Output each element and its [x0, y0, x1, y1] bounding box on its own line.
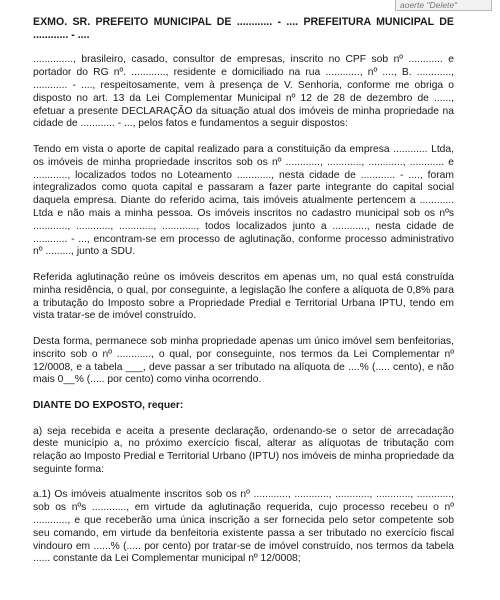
request-a1: a.1) Os imóveis atualmente inscritos sob os nº ............, ............, ............, ............, ............, sob os nºs ............, em virtude da aglutinação requerida, cujo processo recebeu o nº ............, e que receberão uma única inscrição a ser fornecida pelo setor competente sob seu comando, em virtude da benfeitoria existente passa a ser tributado no exercício fiscal vindouro em ......% (..... por cento) por tratar-se de imóvel construído, nos termos da tabela ...... constante da Lei Complementar municipal nº 12/0008;: [33, 489, 454, 565]
paragraph-capital: Tendo em vista o aporte de capital realizado para a constituição da empresa ............ Ltda, os imóveis de minha propriedade inscritos sob os nº ............, ............, ............, ............ e ............, localizados todos no Loteamento ............, nesta cidade de ............ - ...., foram integralizados como quota capital e passaram a fazer parte integrante do capital social daquela empresa. Diante do referido acima, tais imóveis atualmente pertencem a ............ Ltda e não mais a minha pessoa. Os imóveis inscritos no cadastro municipal sob os nºs ............, ............, ............, ............, todos localizados junto a ............, nesta cidade de ............ - ..., encontram-se em processo de aglutinação, conforme processo administrativo nº ........., junto a SDU.: [33, 143, 454, 258]
paragraph-aglutinacao: Referida aglutinação reúne os imóveis descritos em apenas um, no qual está construída minha residência, o qual, por conseguinte, a legislação lhe confere a alíquota de 0,8% para a tributação do Imposto sobre a Propriedade Predial e Territorial Urbana IPTU, tendo em vista tratar-se de imóvel construído.: [33, 271, 454, 322]
request-a: a) seja recebida e aceita a presente declaração, ordenando-se o setor de arrecadação deste município a, no próximo exercício fiscal, alterar as alíquotas de tributação com relação ao Imposto Predial e Territorial Urbano (IPTU) nos imóveis de minha propriedade da seguinte forma:: [33, 425, 454, 475]
section-title: DIANTE DO EXPOSTO, requer:: [33, 399, 184, 411]
paragraph-desta-forma: Desta forma, permanece sob minha propriedade apenas um único imóvel sem benfeitorias, inscrito sob o nº ............, o qual, por conseguinte, nos termos da Lei Complementar nº 12/0008, e a tabela ___, deve passar a ser tributado na alíquota de ....% (..... cento), e não mais 0__% (..... por cento) como vinha ocorrendo.: [33, 335, 454, 386]
document-tag: aoerte "Delete": [395, 0, 492, 11]
document-body: [33, 16, 454, 579]
paragraph-qualification: .............., brasileiro, casado, consultor de empresas, inscrito no CPF sob nº ............ e portador do RG nº. ............, residente e domiciliado na rua ............, nº ...., B. ............, ............ - ...., respeitosamente, vem à presença de V. Senhoria, conforme me obriga o disposto no art. 13 da Lei Complementar Municipal nº 12 de 28 de dezembro de ......, efetuar a presente DECLARAÇÃO da situação atual dos imóveis de minha propriedade na cidade de ............ - ..., pelos fatos e fundamentos a seguir dispostos:: [33, 54, 454, 130]
document-heading: EXMO. SR. PREFEITO MUNICIPAL DE ............ - .... PREFEITURA MUNICIPAL DE ............ - ....: [33, 16, 454, 41]
